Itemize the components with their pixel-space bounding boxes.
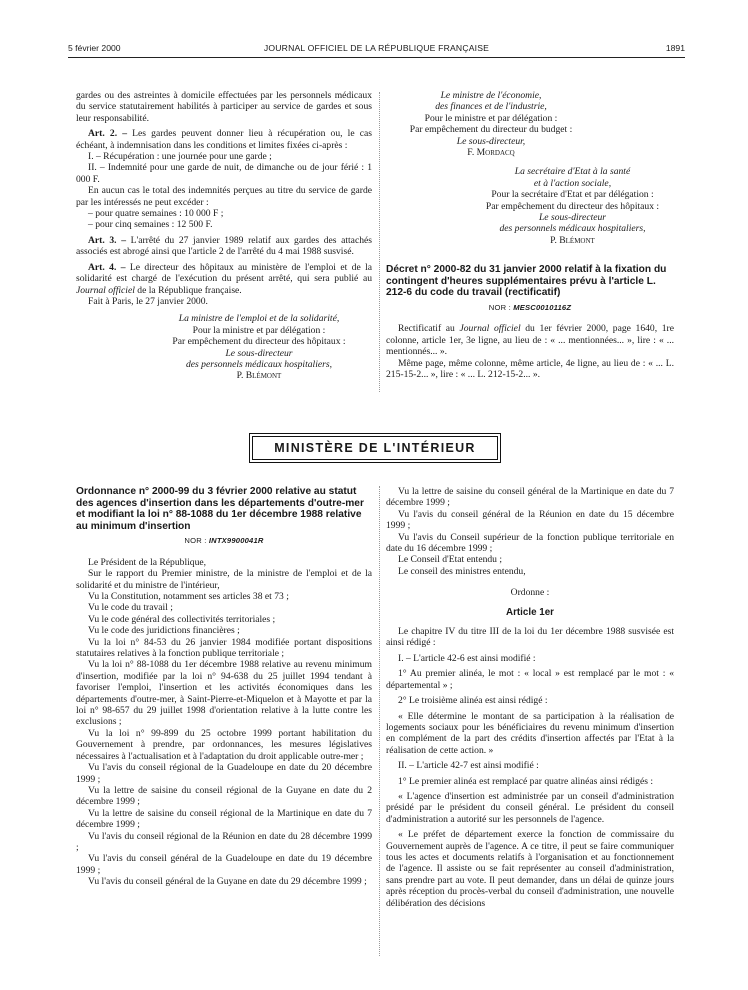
article-heading: Article 1er: [506, 606, 554, 618]
paragraph: Vu l'avis du conseil régional de la Réunion en date du 28 décembre 1999 ;: [76, 830, 372, 853]
paragraph: 2° Le troisième alinéa est ainsi rédigé :: [398, 695, 548, 707]
paragraph: Vu l'avis du conseil général de la Réunion en date du 15 décembre 1999 ;: [386, 508, 674, 532]
paragraph: Vu la loi n° 84-53 du 26 janvier 1984 modifiée portant dispositions statutaires relatives à la fonction publique territoriale ;: [76, 636, 372, 660]
column-divider: [379, 92, 380, 392]
paragraph: Vu la Constitution, notamment ses articles 38 et 73 ;: [88, 591, 289, 602]
paragraph: Le Président de la République,: [88, 556, 207, 568]
paragraph: Vu l'avis du conseil général de la Guadeloupe en date du 19 décembre 1999 ;: [76, 853, 372, 876]
paragraph: « Le préfet de département exerce la fonction de commissaire du Gouvernement auprès de l'agence. A ce titre, il peut se faire communiquer tous les actes et documents relatifs à l'organisation et au fonctionnement de l'agence. Il assiste ou se fait représenter au conseil d'administration, sans prendre part au vote. Il peut demander, dans un délai de quinze jours après réception du procès-verbal du conseil d'administration, une nouvelle délibération des décisions: [386, 829, 674, 909]
paragraph: Sur le rapport du Premier ministre, de la ministre de l'emploi et de la solidarité et du ministre de l'intérieur,: [76, 568, 372, 591]
column-right-top: [386, 90, 674, 381]
paragraph: 1° Au premier alinéa, le mot : « local » est remplacé par le mot : « départemental » ;: [386, 668, 674, 691]
ordonne: Ordonne :: [510, 587, 550, 599]
page-number: 1891: [665, 43, 685, 53]
paragraph: Le chapitre IV du titre III de la loi du 1er décembre 1988 susvisée est ainsi rédigé :: [386, 626, 674, 649]
place-date: Fait à Paris, le 27 janvier 2000.: [88, 295, 208, 307]
paragraph: « L'agence d'insertion est administrée par un conseil d'administration présidé par le président du conseil général. Le président du conseil d'administration a autorité sur les personnels de l'agence.: [386, 790, 674, 825]
paragraph: Vu le code des juridictions financières ;: [88, 625, 240, 637]
paragraph: Vu la lettre de saisine du conseil régional de la Guyane en date du 2 décembre 1999 ;: [76, 784, 372, 808]
issue-date: 5 février 2000: [68, 43, 121, 53]
paragraph: Vu le code du travail ;: [88, 602, 173, 614]
article-4: Art. 4. – Le directeur des hôpitaux au ministère de l'emploi et de la solidarité est chargé de l'exécution du présent arrêté, qui sera publié au Journal officiel de la République française.: [76, 261, 372, 296]
list-item: – pour quatre semaines : 10 000 F ;: [88, 208, 224, 220]
nor-reference: NOR : INTX9900041R: [184, 536, 264, 546]
header-rule: [68, 57, 685, 58]
ordonnance-title: Ordonnance n° 2000-99 du 3 février 2000 relative au statut des agences d'insertion dans les départements d'outre-mer et modifiant la loi n° 88-1088 du 1er décembre 1988 relative au minimum d'insertion: [76, 486, 364, 532]
nor-reference: NOR : MESC0010116Z: [488, 303, 572, 313]
decret-title: Décret n° 2000-82 du 31 janvier 2000 relatif à la fixation du contingent d'heures supplémentaires prévu à l'article L. 212-6 du code du travail (rectificatif): [386, 264, 667, 299]
paragraph: Vu le code général des collectivités territoriales ;: [88, 613, 276, 625]
article-3: Art. 3. – L'arrêté du 27 janvier 1989 relatif aux gardes des attachés associés est abrogé ainsi que l'article 2 de l'arrêté du 4 mai 1988 susvisé.: [76, 234, 372, 258]
paragraph: Vu l'avis du Conseil supérieur de la fonction publique territoriale en date du 16 décembre 1999 ;: [386, 531, 674, 555]
paragraph: Le Conseil d'Etat entendu ;: [398, 554, 503, 566]
column-left-top: [76, 90, 372, 382]
paragraph: Rectificatif au Journal officiel du 1er février 2000, page 1640, 1re colonne, article 1er, 3e ligne, au lieu de : « ... mentionnées... », lire : « ... mentionnés... ».: [386, 323, 674, 358]
paragraph: I. – L'article 42-6 est ainsi modifié :: [398, 652, 536, 664]
journal-title: JOURNAL OFFICIEL DE LA RÉPUBLIQUE FRANÇAISE: [263, 43, 490, 53]
ministry-heading: MINISTÈRE DE L'INTÉRIEUR: [252, 436, 498, 460]
paragraph: 1° Le premier alinéa est remplacé par quatre alinéas ainsi rédigés :: [398, 775, 654, 787]
paragraph: II. – L'article 42-7 est ainsi modifié :: [398, 760, 539, 772]
paragraph: Vu l'avis du conseil régional de la Guadeloupe en date du 20 décembre 1999 ;: [76, 762, 372, 785]
paragraph: gardes ou des astreintes à domicile effectuées par les personnels médicaux du service statutairement habilités à participer au service de gardes et sous leur responsabilité.: [76, 90, 372, 124]
page-header: [68, 41, 685, 55]
paragraph: « Elle détermine le montant de sa participation à la réalisation de logements sociaux pour les bénéficiaires du revenu minimum d'insertion en complément de la part des crédits d'insertion affectés par l'Etat à la réalisation de cette action. »: [386, 710, 674, 756]
list-item: I. – Récupération : une journée pour une garde ;: [88, 151, 272, 163]
paragraph: Même page, même colonne, même article, 4e ligne, au lieu de : « ... L. 215-15-2... », lire : « ... L. 212-15-2... ».: [386, 357, 674, 381]
column-right-bottom: [386, 486, 674, 909]
paragraph: Vu la lettre de saisine du conseil général de la Martinique en date du 7 décembre 1999 ;: [386, 486, 674, 509]
signature-block: Le ministre de l'économie, des finances et de l'industrie, Pour le ministre et par délégation : Par empêchement du directeur du budget : Le sous-directeur, F. Mordacq: [409, 90, 573, 159]
paragraph: En aucun cas le total des indemnités perçues au titre du service de garde par les intéressés ne peut excéder :: [76, 185, 372, 208]
signature-block: La ministre de l'emploi et de la solidarité, Pour la ministre et par délégation : Par empêchement du directeur des hôpitaux : Le sous-directeur des personnels médicaux hospitaliers, P. Blémont: [172, 313, 346, 382]
paragraph: Le conseil des ministres entendu,: [398, 565, 526, 577]
column-left-bottom: [76, 486, 372, 888]
list-item: – pour cinq semaines : 12 500 F.: [88, 219, 213, 231]
paragraph: Vu la lettre de saisine du conseil régional de la Martinique en date du 7 décembre 1999 ;: [76, 807, 372, 831]
paragraph: Vu la loi n° 88-1088 du 1er décembre 1988 relative au revenu minimum d'insertion, modifiée par la loi n° 94-638 du 25 juillet 1994 tendant à favoriser l'emploi, l'insertion et les activités économiques dans les départements d'outre-mer, à Saint-Pierre-et-Miquelon et à Mayotte et par la loi n° 98-657 du 29 juillet 1998 d'orientation relative à la lutte contre les exclusions ;: [76, 659, 372, 728]
signature-block: La secrétaire d'Etat à la santé et à l'action sociale, Pour la secrétaire d'Etat et par délégation : Par empêchement du directeur des hôpitaux : Le sous-directeur des personnels médicaux hospitaliers, P. Blémont: [485, 166, 660, 246]
paragraph: Vu l'avis du conseil général de la Guyane en date du 29 décembre 1999 ;: [88, 876, 367, 888]
article-2: Art. 2. – Les gardes peuvent donner lieu à récupération ou, le cas échéant, à indemnisation dans les conditions et limites fixées ci-après :: [76, 128, 372, 151]
column-divider: [379, 486, 380, 956]
list-item: II. – Indemnité pour une garde de nuit, de dimanche ou de jour férié : 1 000 F.: [76, 162, 372, 185]
paragraph: Vu la loi n° 99-899 du 25 octobre 1999 portant habilitation du Gouvernement à prendre, par ordonnances, les mesures législatives nécessaires à l'actualisation et à l'adaptation du droit applicable outre-mer ;: [76, 727, 372, 762]
